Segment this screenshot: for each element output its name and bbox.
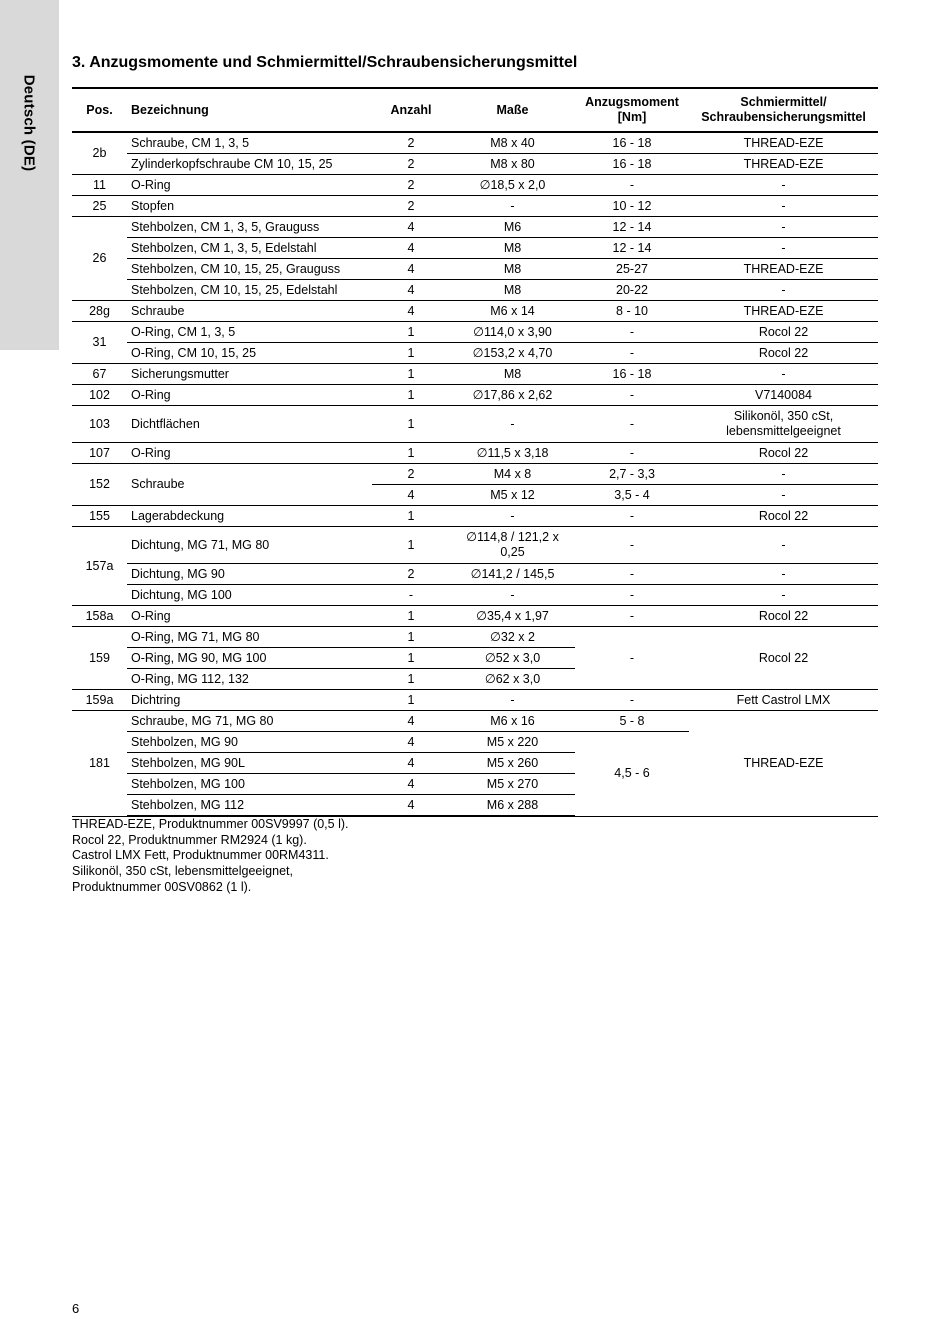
cell-anzugsmoment: 16 - 18 <box>575 364 689 385</box>
cell-anzugsmoment: 12 - 14 <box>575 217 689 238</box>
cell-bezeichnung: O-Ring, MG 112, 132 <box>127 669 372 690</box>
cell-schmiermittel: THREAD-EZE <box>689 711 878 817</box>
cell-masse: M6 x 16 <box>450 711 575 732</box>
cell-anzahl: 1 <box>372 690 450 711</box>
cell-bezeichnung: O-Ring <box>127 385 372 406</box>
cell-bezeichnung: O-Ring <box>127 606 372 627</box>
table-row <box>72 711 878 732</box>
cell-anzahl: 4 <box>372 259 450 280</box>
cell-pos: 157a <box>72 527 127 606</box>
table-row <box>72 385 878 406</box>
table-row <box>72 196 878 217</box>
header-anzugsmoment: Anzugsmoment [Nm] <box>575 88 689 132</box>
cell-masse: ∅35,4 x 1,97 <box>450 606 575 627</box>
cell-bezeichnung: Stehbolzen, MG 90 <box>127 732 372 753</box>
language-side-tab <box>0 0 59 350</box>
cell-pos: 155 <box>72 506 127 527</box>
header-bezeichnung: Bezeichnung <box>127 88 372 132</box>
cell-anzahl: 4 <box>372 732 450 753</box>
table-header-row <box>72 88 878 132</box>
cell-pos: 159a <box>72 690 127 711</box>
table-row <box>72 606 878 627</box>
cell-masse: M5 x 270 <box>450 774 575 795</box>
footnote-line: Produktnummer 00SV0862 (1 l). <box>72 879 252 894</box>
cell-masse: M8 <box>450 238 575 259</box>
cell-masse: ∅11,5 x 3,18 <box>450 443 575 464</box>
cell-bezeichnung: Stehbolzen, CM 1, 3, 5, Grauguss <box>127 217 372 238</box>
cell-anzugsmoment: - <box>575 385 689 406</box>
cell-bezeichnung: Zylinderkopfschraube CM 10, 15, 25 <box>127 154 372 175</box>
cell-anzugsmoment: - <box>575 527 689 564</box>
cell-pos: 67 <box>72 364 127 385</box>
cell-masse: ∅18,5 x 2,0 <box>450 175 575 196</box>
cell-anzugsmoment: 16 - 18 <box>575 132 689 154</box>
cell-masse: ∅62 x 3,0 <box>450 669 575 690</box>
cell-masse: ∅114,8 / 121,2 x 0,25 <box>450 527 575 564</box>
cell-bezeichnung: Sicherungsmutter <box>127 364 372 385</box>
cell-schmiermittel: THREAD-EZE <box>689 301 878 322</box>
cell-bezeichnung: Lagerabdeckung <box>127 506 372 527</box>
cell-bezeichnung: O-Ring <box>127 175 372 196</box>
cell-anzugsmoment: 3,5 - 4 <box>575 485 689 506</box>
section-heading: 3. Anzugsmomente und Schmiermittel/Schraubensicherungsmittel <box>72 54 578 71</box>
cell-bezeichnung: Schraube <box>127 464 372 506</box>
cell-pos: 31 <box>72 322 127 364</box>
cell-schmiermittel: - <box>689 238 878 259</box>
table-row <box>72 280 878 301</box>
cell-anzugsmoment: - <box>575 443 689 464</box>
cell-anzahl: 4 <box>372 711 450 732</box>
footnotes <box>72 817 349 896</box>
table-row <box>72 154 878 175</box>
cell-anzahl: 1 <box>372 627 450 648</box>
table-row <box>72 627 878 648</box>
cell-anzahl: 1 <box>372 406 450 443</box>
cell-bezeichnung: Schraube <box>127 301 372 322</box>
header-anzahl: Anzahl <box>372 88 450 132</box>
cell-schmiermittel: Rocol 22 <box>689 506 878 527</box>
cell-bezeichnung: O-Ring, MG 71, MG 80 <box>127 627 372 648</box>
cell-anzugsmoment: 2,7 - 3,3 <box>575 464 689 485</box>
cell-bezeichnung: Stopfen <box>127 196 372 217</box>
table-row <box>72 585 878 606</box>
cell-anzahl: 1 <box>372 506 450 527</box>
cell-anzahl: 4 <box>372 301 450 322</box>
cell-anzugsmoment: - <box>575 690 689 711</box>
cell-schmiermittel: Fett Castrol LMX <box>689 690 878 711</box>
cell-masse: M5 x 12 <box>450 485 575 506</box>
cell-schmiermittel: - <box>689 196 878 217</box>
cell-schmiermittel: THREAD-EZE <box>689 132 878 154</box>
header-pos: Pos. <box>72 88 127 132</box>
cell-masse: - <box>450 506 575 527</box>
cell-anzahl: 1 <box>372 527 450 564</box>
cell-anzahl: 1 <box>372 669 450 690</box>
cell-bezeichnung: O-Ring, MG 90, MG 100 <box>127 648 372 669</box>
cell-schmiermittel: - <box>689 585 878 606</box>
table-row <box>72 343 878 364</box>
cell-bezeichnung: O-Ring, CM 10, 15, 25 <box>127 343 372 364</box>
cell-pos: 28g <box>72 301 127 322</box>
cell-bezeichnung: Stehbolzen, MG 90L <box>127 753 372 774</box>
header-schmiermittel: Schmiermittel/ Schraubensicherungsmittel <box>689 88 878 132</box>
language-label: Deutsch (DE) <box>20 74 38 172</box>
cell-bezeichnung: Stehbolzen, CM 1, 3, 5, Edelstahl <box>127 238 372 259</box>
cell-anzahl: 2 <box>372 175 450 196</box>
cell-schmiermittel: Rocol 22 <box>689 343 878 364</box>
cell-masse: M4 x 8 <box>450 464 575 485</box>
cell-schmiermittel: - <box>689 464 878 485</box>
table-row <box>72 301 878 322</box>
cell-anzahl: 4 <box>372 753 450 774</box>
cell-schmiermittel: V7140084 <box>689 385 878 406</box>
cell-anzugsmoment: - <box>575 343 689 364</box>
cell-schmiermittel: THREAD-EZE <box>689 259 878 280</box>
table-row <box>72 259 878 280</box>
table-row <box>72 217 878 238</box>
cell-anzahl: 2 <box>372 564 450 585</box>
cell-anzugsmoment: - <box>575 322 689 343</box>
cell-anzahl: 1 <box>372 385 450 406</box>
cell-bezeichnung: Dichtung, MG 100 <box>127 585 372 606</box>
cell-bezeichnung: O-Ring <box>127 443 372 464</box>
cell-schmiermittel: Silikonöl, 350 cSt, lebensmittelgeeignet <box>689 406 878 443</box>
cell-schmiermittel: - <box>689 364 878 385</box>
cell-anzahl: 2 <box>372 464 450 485</box>
cell-anzahl: 2 <box>372 154 450 175</box>
table-row <box>72 690 878 711</box>
cell-schmiermittel: - <box>689 175 878 196</box>
cell-masse: M8 <box>450 364 575 385</box>
cell-schmiermittel: Rocol 22 <box>689 606 878 627</box>
cell-anzugsmoment: 12 - 14 <box>575 238 689 259</box>
cell-anzugsmoment: - <box>575 585 689 606</box>
cell-anzahl: 1 <box>372 648 450 669</box>
cell-masse: - <box>450 585 575 606</box>
cell-schmiermittel: - <box>689 280 878 301</box>
cell-masse: - <box>450 196 575 217</box>
cell-anzugsmoment: - <box>575 175 689 196</box>
cell-pos: 11 <box>72 175 127 196</box>
table-row <box>72 322 878 343</box>
table-row <box>72 527 878 564</box>
cell-masse: M6 <box>450 217 575 238</box>
cell-anzugsmoment: 25-27 <box>575 259 689 280</box>
cell-anzugsmoment: 16 - 18 <box>575 154 689 175</box>
cell-anzahl: 2 <box>372 196 450 217</box>
header-masse: Maße <box>450 88 575 132</box>
cell-masse: M8 <box>450 259 575 280</box>
cell-schmiermittel: Rocol 22 <box>689 322 878 343</box>
torque-lubricant-table <box>72 87 878 817</box>
cell-anzahl: 1 <box>372 343 450 364</box>
cell-anzugsmoment: - <box>575 406 689 443</box>
cell-schmiermittel: - <box>689 564 878 585</box>
cell-masse: M6 x 14 <box>450 301 575 322</box>
cell-pos: 152 <box>72 464 127 506</box>
cell-schmiermittel: - <box>689 485 878 506</box>
table-row <box>72 406 878 443</box>
table-row <box>72 364 878 385</box>
cell-pos: 102 <box>72 385 127 406</box>
table-row <box>72 564 878 585</box>
footnote-line: Castrol LMX Fett, Produktnummer 00RM4311. <box>72 848 329 863</box>
cell-masse: M6 x 288 <box>450 795 575 817</box>
cell-bezeichnung: Schraube, MG 71, MG 80 <box>127 711 372 732</box>
cell-masse: M8 x 40 <box>450 132 575 154</box>
cell-anzahl: 1 <box>372 322 450 343</box>
cell-anzahl: 4 <box>372 280 450 301</box>
cell-masse: M5 x 220 <box>450 732 575 753</box>
cell-bezeichnung: Stehbolzen, CM 10, 15, 25, Grauguss <box>127 259 372 280</box>
cell-anzahl: 4 <box>372 774 450 795</box>
table-row <box>72 443 878 464</box>
cell-pos: 107 <box>72 443 127 464</box>
cell-anzahl: 4 <box>372 485 450 506</box>
cell-schmiermittel: Rocol 22 <box>689 627 878 690</box>
page-number: 6 <box>72 1301 80 1316</box>
cell-pos: 26 <box>72 217 127 301</box>
cell-masse: ∅114,0 x 3,90 <box>450 322 575 343</box>
cell-anzahl: - <box>372 585 450 606</box>
table-row <box>72 175 878 196</box>
cell-bezeichnung: Dichtung, MG 90 <box>127 564 372 585</box>
cell-anzahl: 4 <box>372 217 450 238</box>
cell-bezeichnung: O-Ring, CM 1, 3, 5 <box>127 322 372 343</box>
cell-schmiermittel: THREAD-EZE <box>689 154 878 175</box>
cell-schmiermittel: - <box>689 527 878 564</box>
cell-masse: - <box>450 690 575 711</box>
cell-bezeichnung: Dichtring <box>127 690 372 711</box>
cell-anzugsmoment: - <box>575 627 689 690</box>
cell-pos: 25 <box>72 196 127 217</box>
table-row <box>72 464 878 485</box>
cell-masse: M8 x 80 <box>450 154 575 175</box>
cell-masse: ∅153,2 x 4,70 <box>450 343 575 364</box>
table-row <box>72 238 878 259</box>
cell-masse: ∅17,86 x 2,62 <box>450 385 575 406</box>
cell-anzahl: 4 <box>372 795 450 817</box>
cell-masse: ∅141,2 / 145,5 <box>450 564 575 585</box>
cell-anzugsmoment: 10 - 12 <box>575 196 689 217</box>
table-row <box>72 132 878 154</box>
cell-anzugsmoment: 8 - 10 <box>575 301 689 322</box>
cell-anzahl: 4 <box>372 238 450 259</box>
cell-bezeichnung: Stehbolzen, MG 100 <box>127 774 372 795</box>
footnote-line: THREAD-EZE, Produktnummer 00SV9997 (0,5 l). <box>72 817 349 831</box>
cell-anzahl: 1 <box>372 364 450 385</box>
cell-masse: M8 <box>450 280 575 301</box>
cell-anzugsmoment: - <box>575 564 689 585</box>
cell-bezeichnung: Dichtflächen <box>127 406 372 443</box>
cell-anzugsmoment: - <box>575 506 689 527</box>
cell-masse: ∅32 x 2 <box>450 627 575 648</box>
cell-anzugsmoment: 4,5 - 6 <box>575 732 689 817</box>
cell-pos: 2b <box>72 132 127 175</box>
cell-bezeichnung: Dichtung, MG 71, MG 80 <box>127 527 372 564</box>
cell-pos: 103 <box>72 406 127 443</box>
cell-anzugsmoment: 20-22 <box>575 280 689 301</box>
cell-anzahl: 2 <box>372 132 450 154</box>
footnote-line: Rocol 22, Produktnummer RM2924 (1 kg). <box>72 832 307 847</box>
cell-bezeichnung: Stehbolzen, CM 10, 15, 25, Edelstahl <box>127 280 372 301</box>
cell-anzugsmoment: - <box>575 606 689 627</box>
cell-anzahl: 1 <box>372 606 450 627</box>
cell-bezeichnung: Schraube, CM 1, 3, 5 <box>127 132 372 154</box>
cell-pos: 181 <box>72 711 127 817</box>
cell-pos: 159 <box>72 627 127 690</box>
cell-pos: 158a <box>72 606 127 627</box>
cell-schmiermittel: - <box>689 217 878 238</box>
cell-schmiermittel: Rocol 22 <box>689 443 878 464</box>
cell-masse: - <box>450 406 575 443</box>
cell-anzahl: 1 <box>372 443 450 464</box>
table-row <box>72 506 878 527</box>
footnote-line: Silikonöl, 350 cSt, lebensmittelgeeignet, <box>72 864 293 879</box>
cell-anzugsmoment: 5 - 8 <box>575 711 689 732</box>
cell-bezeichnung: Stehbolzen, MG 112 <box>127 795 372 817</box>
cell-masse: M5 x 260 <box>450 753 575 774</box>
cell-masse: ∅52 x 3,0 <box>450 648 575 669</box>
